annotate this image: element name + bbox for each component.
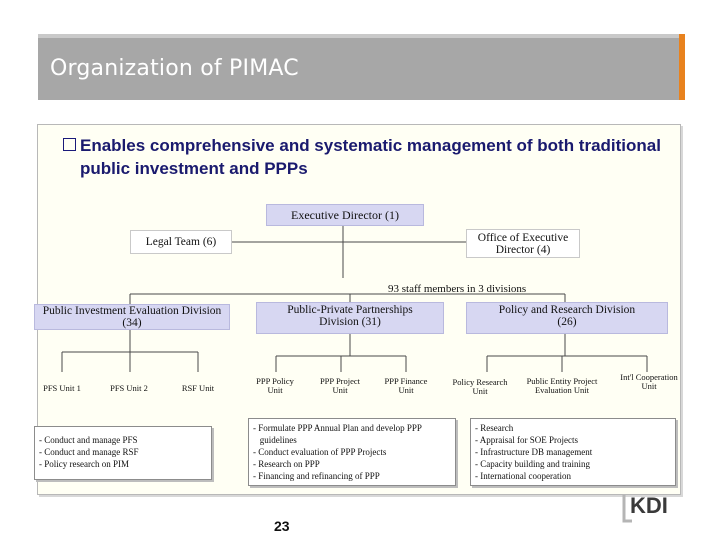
intl-cooperation-unit: Int'l Cooperation Unit [620, 372, 678, 391]
list-item: - Infrastructure DB management [475, 447, 593, 457]
heading: Enables comprehensive and systematic management of both traditional public investment and PPPs [80, 136, 661, 178]
kdi-logo [622, 489, 692, 523]
page-number: 23 [274, 518, 290, 534]
policy-responsibilities-list [470, 418, 676, 486]
office-executive-box: Office of Executive Director (4) [466, 229, 580, 258]
ppp-project-unit: PPP Project Unit [319, 376, 361, 395]
rsf-unit: RSF Unit [181, 383, 215, 393]
svg-text:KDI: KDI [630, 493, 668, 518]
list-item: - Research on PPP [253, 459, 320, 469]
list-item: - International cooperation [475, 471, 571, 481]
ppp-finance-unit: PPP Finance Unit [384, 376, 428, 395]
list-item: - Financing and refinancing of PPP [253, 471, 380, 481]
list-item: guidelines [253, 435, 297, 445]
list-item: - Formulate PPP Annual Plan and develop PPP [253, 423, 422, 433]
pie-responsibilities-list [34, 426, 212, 480]
policy-research-division-box: Policy and Research Division (26) [466, 302, 668, 334]
list-item: - Conduct and manage PFS [39, 435, 138, 445]
list-item: - Policy research on PIM [39, 459, 129, 469]
ppp-division-box: Public-Private Partnerships Division (31) [256, 302, 444, 334]
executive-director-box: Executive Director (1) [266, 204, 424, 226]
legal-team-box: Legal Team (6) [130, 230, 232, 254]
pfs-unit-1: PFS Unit 1 [43, 383, 81, 393]
list-item: - Appraisal for SOE Projects [475, 435, 578, 445]
pfs-unit-2: PFS Unit 2 [110, 383, 148, 393]
list-item: - Conduct evaluation of PPP Projects [253, 447, 387, 457]
list-item: - Conduct and manage RSF [39, 447, 139, 457]
public-entity-evaluation-unit: Public Entity Project Evaluation Unit [526, 376, 598, 395]
page-title: Organization of PIMAC [50, 56, 299, 81]
staff-count-label: 93 staff members in 3 divisions [388, 283, 527, 295]
ppp-policy-unit: PPP Policy Unit [256, 376, 294, 395]
list-item: - Research [475, 423, 514, 433]
list-item: - Capacity building and training [475, 459, 590, 469]
ppp-responsibilities-list [248, 418, 456, 486]
policy-research-unit: Policy Research Unit [452, 377, 508, 396]
public-investment-division-box: Public Investment Evaluation Division (34) [34, 304, 230, 330]
